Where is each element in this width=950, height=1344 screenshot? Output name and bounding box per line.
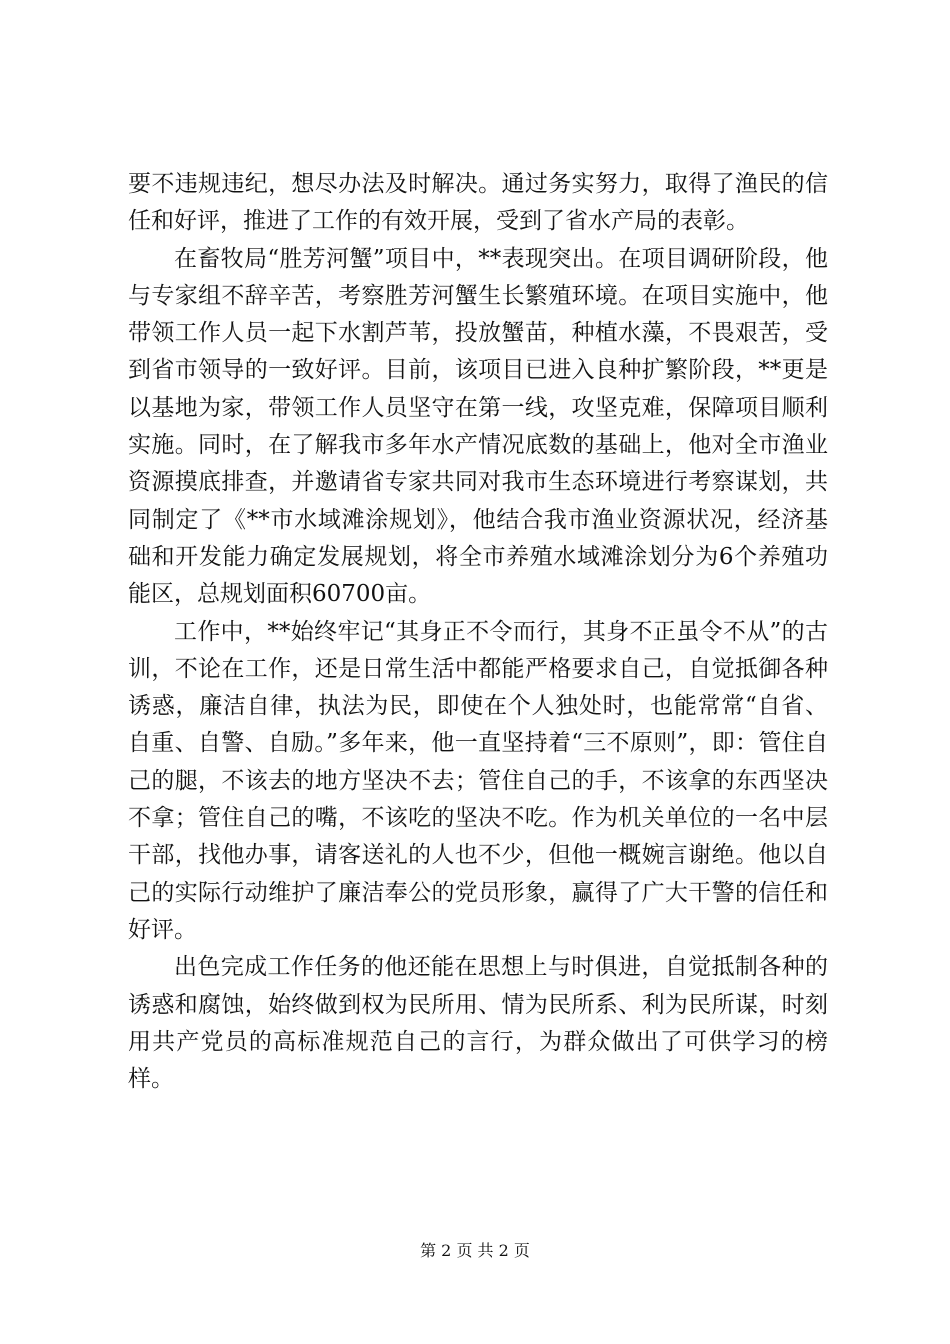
paragraph-2: 在畜牧局“胜芳河蟹”项目中，**表现突出。在项目调研阶段，他与专家组不辞辛苦，考察胜芳河蟹生长繁殖环境。在项目实施中，他带领工作人员一起下水割芦苇，投放蟹苗，种植水藻，不畏艰苦，受到省市领导的一致好评。目前，该项目已进入良种扩繁阶段，**更是以基地为家，带领工作人员坚守在第一线，攻坚克难，保障项目顺利实施。同时，在了解我市多年水产情况底数的基础上，他对全市渔业资源摸底排查，并邀请省专家共同对我市生态环境进行考察谋划，共同制定了《**市水域滩涂规划》，他结合我市渔业资源状况，经济基础和开发能力确定发展规划，将全市养殖水域滩涂划分为6个养殖功能区，总规划面积60700亩。	[128, 245, 828, 608]
document-body	[128, 166, 828, 1098]
paragraph-1: 要不违规违纪，想尽办法及时解决。通过务实努力，取得了渔民的信任和好评，推进了工作的有效开展，受到了省水产局的表彰。	[128, 171, 828, 235]
paragraph-3: 工作中，**始终牢记“其身正不令而行，其身不正虽令不从”的古训，不论在工作，还是日常生活中都能严格要求自己，自觉抵御各种诱惑，廉洁自律，执法为民，即使在个人独处时，也能常常“自省、自重、自警、自励。”多年来，他一直坚持着“三不原则”，即：管住自己的腿，不该去的地方坚决不去；管住自己的手，不该拿的东西坚决不拿；管住自己的嘴，不该吃的坚决不吃。作为机关单位的一名中层干部，找他办事，请客送礼的人也不少，但他一概婉言谢绝。他以自己的实际行动维护了廉洁奉公的党员形象，赢得了广大干警的信任和好评。	[128, 618, 828, 943]
paragraph-4: 出色完成工作任务的他还能在思想上与时俱进，自觉抵制各种的诱惑和腐蚀，始终做到权为民所用、情为民所系、利为民所谋，时刻用共产党员的高标准规范自己的言行，为群众做出了可供学习的榜样。	[128, 954, 828, 1093]
page-footer: 第 2 页 共 2 页	[420, 1241, 530, 1260]
